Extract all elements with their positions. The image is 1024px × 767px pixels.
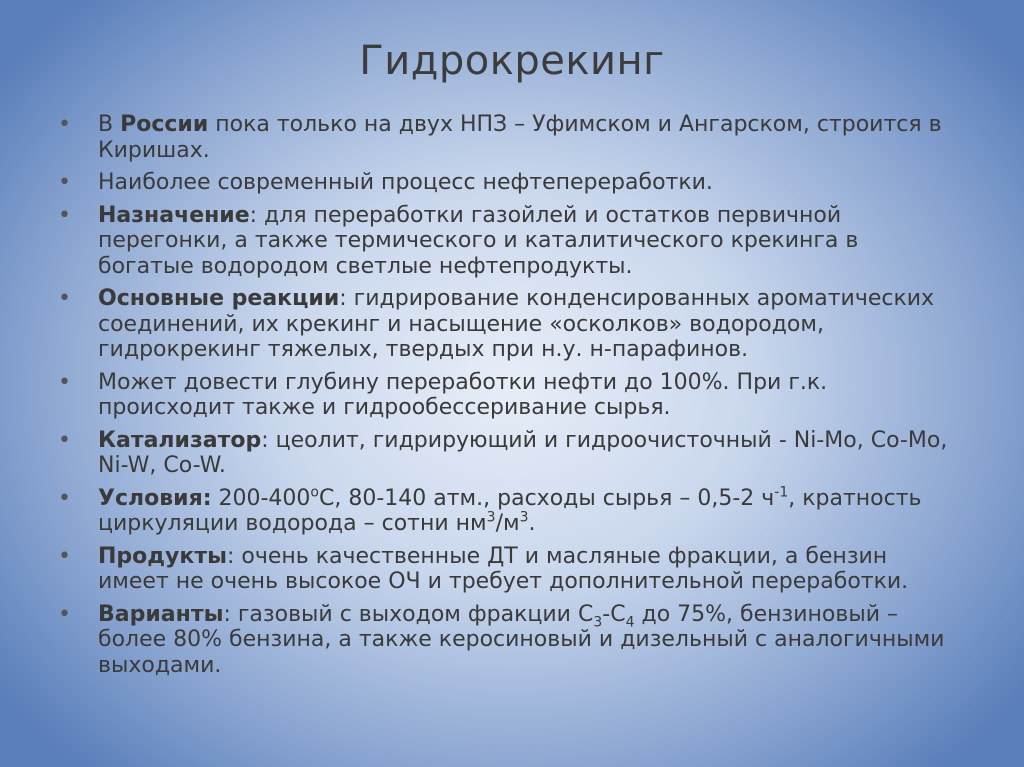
bullet-dot-icon: • (58, 543, 71, 569)
bullet-text: пока только на двух НПЗ – Уфимском и Ангарском, строится в Киришах. (98, 112, 942, 163)
subscript-text: 3 (593, 613, 603, 630)
bullet-keyword: Условия: (98, 485, 212, 511)
bullet-dot-icon: • (58, 202, 71, 228)
bullet-text: : газовый с выходом фракции С (223, 601, 594, 627)
slide-title: Гидрокрекинг (359, 38, 665, 84)
bullet-keyword: Катализатор (98, 427, 262, 453)
bullet-list (58, 112, 948, 685)
bullet-text: В (98, 112, 121, 137)
bullet-keyword: Основные реакции (98, 286, 340, 311)
bullet-item (58, 602, 948, 679)
bullet-dot-icon: • (58, 601, 71, 627)
bullet-item (58, 112, 948, 163)
bullet-keyword: Варианты (98, 601, 224, 627)
superscript-text: -1 (774, 484, 789, 501)
bullet-item (58, 203, 948, 280)
bullet-text: : очень качественные ДТ и масляные фракции, а бензин имеет не очень высокое ОЧ и требует дополнительной переработки. (98, 543, 909, 594)
bullet-text: : гидрирование конденсированных ароматических соединений, их крекинг и насыщение «осколков» водородом, гидрокрекинг тяжелых, твердых при н.у. н-парафинов. (98, 286, 935, 362)
bullet-item (58, 370, 948, 421)
bullet-item (58, 428, 948, 479)
bullet-text: 200-400 (211, 485, 311, 511)
bullet-text: /м (495, 511, 520, 536)
bullet-text: -С (602, 601, 626, 627)
bullet-item (58, 286, 948, 363)
bullet-text: Может довести глубину переработки нефти до 100%. При г.к. происходит также и гидрообессеривание сырья. (98, 369, 828, 420)
bullet-keyword: России (120, 112, 209, 137)
bullet-item (58, 486, 948, 537)
bullet-keyword: Назначение (98, 202, 250, 228)
bullet-text: . (528, 511, 536, 536)
bullet-text: до 75%, бензиновый – более 80% бензина, а также керосиновый и дизельный с аналогичными выходами. (98, 601, 945, 678)
bullet-text: : для переработки газойлей и остатков первичной перегонки, а также термического и каталитического крекинга в богатые водородом светлые нефтепродукты. (98, 202, 859, 279)
bullet-item (58, 170, 948, 196)
superscript-text: 3 (486, 509, 496, 526)
superscript-text: 3 (519, 509, 529, 526)
bullet-dot-icon: • (58, 286, 71, 311)
bullet-text: : цеолит, гидрирующий и гидроочисточный - Ni-Mo, Co-Mo, Ni-W, Co-W. (98, 427, 948, 478)
bullet-dot-icon: • (58, 112, 71, 137)
superscript-text: о (310, 484, 319, 501)
subscript-text: 4 (625, 613, 635, 630)
bullet-item (58, 544, 948, 595)
bullet-dot-icon: • (58, 485, 71, 511)
bullet-dot-icon: • (58, 427, 71, 453)
bullet-text: , кратность циркуляции водорода – сотни нм (98, 485, 922, 536)
bullet-text: С, 80-140 атм., расходы сырья – 0,5-2 ч (319, 485, 775, 511)
bullet-text: Наиболее современный процесс нефтепереработки. (98, 170, 713, 195)
bullet-dot-icon: • (58, 369, 71, 395)
bullet-keyword: Продукты (98, 543, 227, 569)
bullet-dot-icon: • (58, 170, 71, 195)
